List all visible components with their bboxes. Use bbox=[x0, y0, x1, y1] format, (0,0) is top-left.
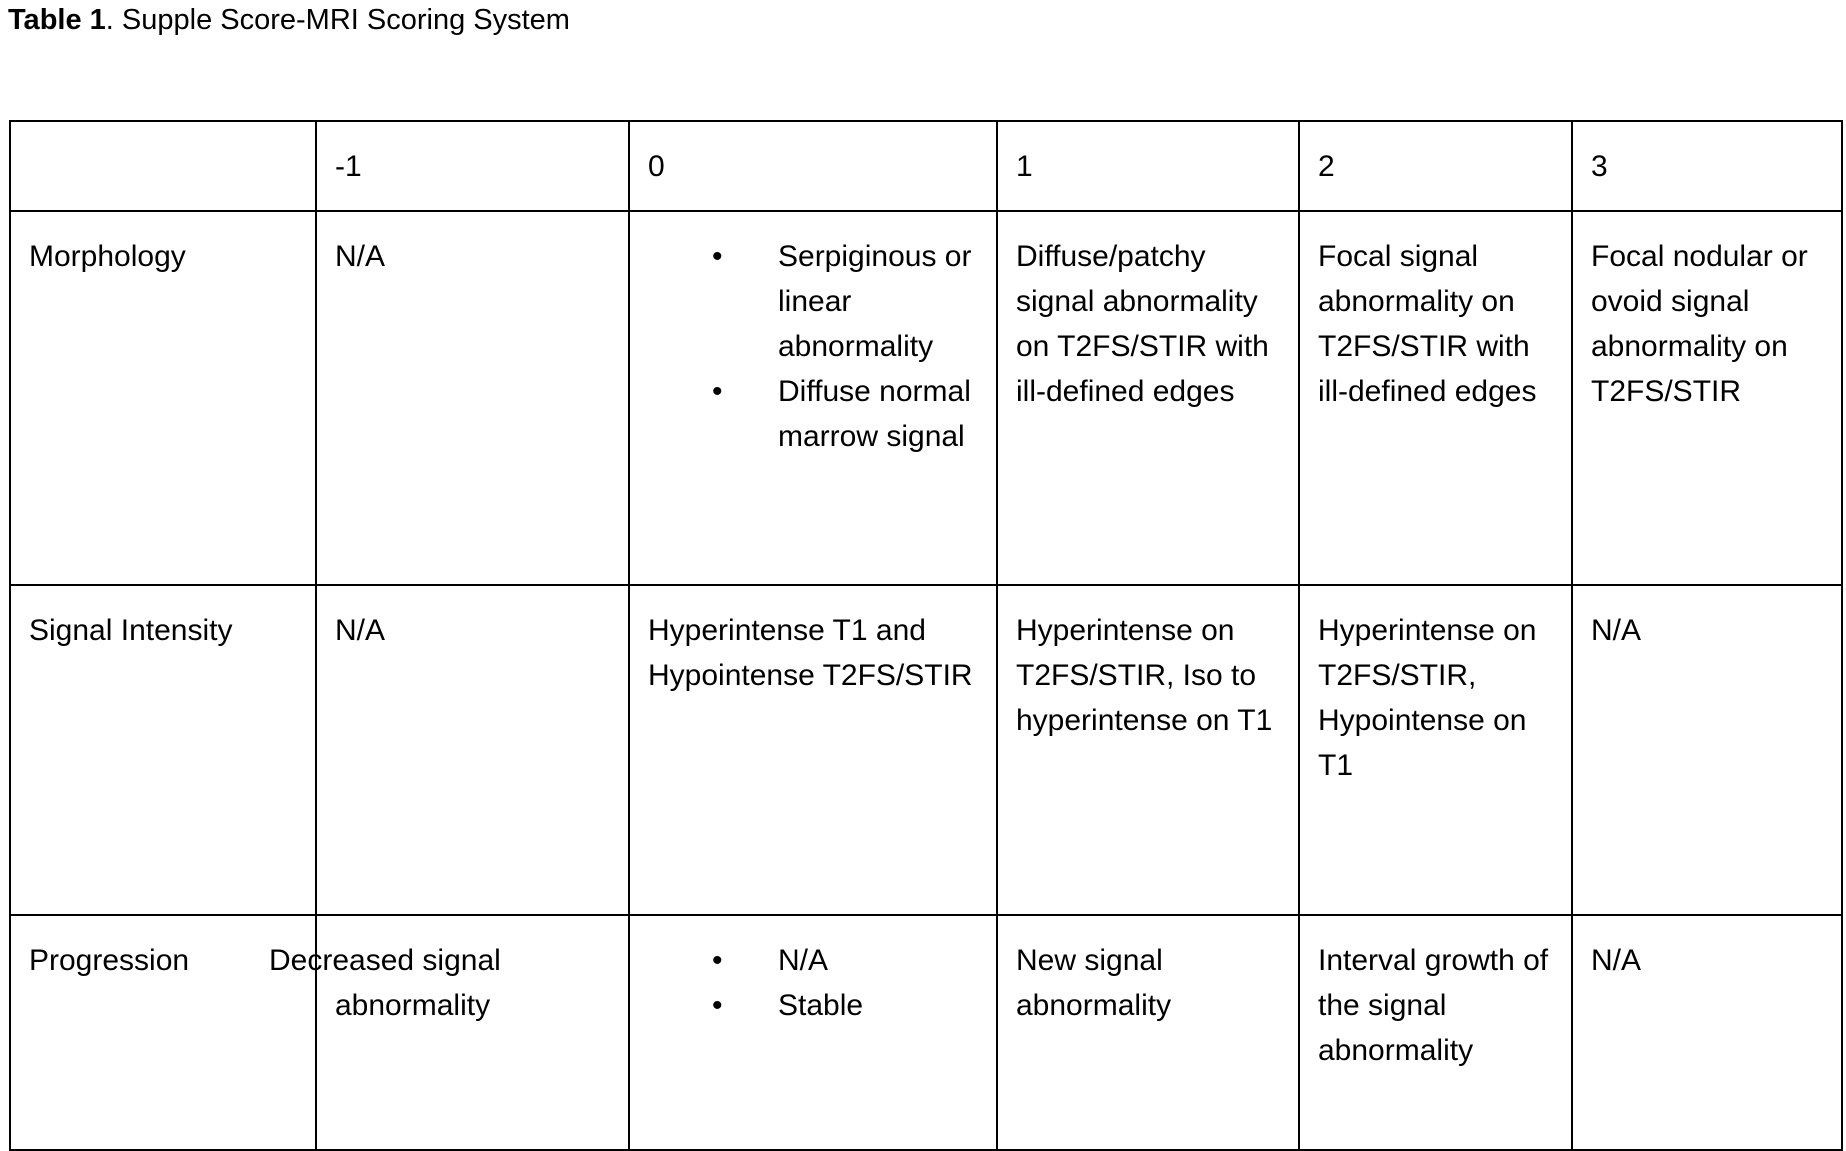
progression-score-1: New signal abnormality bbox=[997, 915, 1299, 1150]
table-row-morphology bbox=[10, 211, 1842, 585]
table-header-row bbox=[10, 121, 1842, 211]
row-label-signal-intensity: Signal Intensity bbox=[10, 585, 316, 915]
caption-title: . Supple Score-MRI Scoring System bbox=[105, 4, 570, 36]
signal-intensity-score-2: Hyperintense on T2FS/STIR, Hypointense on T1 bbox=[1299, 585, 1572, 915]
list-item: • Serpiginous or linear abnormality bbox=[778, 234, 978, 369]
progression-score-0 bbox=[629, 915, 997, 1150]
progression-score-3: N/A bbox=[1572, 915, 1842, 1150]
signal-intensity-score-0: Hyperintense T1 and Hypointense T2FS/STIR bbox=[629, 585, 997, 915]
header-cell-1: 1 bbox=[997, 121, 1299, 211]
table-row-progression bbox=[10, 915, 1842, 1150]
table-caption bbox=[8, 0, 570, 40]
morphology-score-0 bbox=[629, 211, 997, 585]
header-cell-2: 2 bbox=[1299, 121, 1572, 211]
signal-intensity-score-3: N/A bbox=[1572, 585, 1842, 915]
morphology-score-2: Focal signal abnormality on T2FS/STIR with ill-defined edges bbox=[1299, 211, 1572, 585]
signal-intensity-score-minus1: N/A bbox=[316, 585, 629, 915]
header-cell-3: 3 bbox=[1572, 121, 1842, 211]
header-cell-empty bbox=[10, 121, 316, 211]
header-cell-minus1: -1 bbox=[316, 121, 629, 211]
list-item: • Diffuse normal marrow signal bbox=[778, 369, 978, 459]
scoring-table bbox=[9, 120, 1843, 1151]
progression-score-2: Interval growth of the signal abnormality bbox=[1299, 915, 1572, 1150]
table-row-signal-intensity bbox=[10, 585, 1842, 915]
morphology-score-1: Diffuse/patchy signal abnormality on T2FS/STIR with ill-defined edges bbox=[997, 211, 1299, 585]
morphology-score-minus1: N/A bbox=[316, 211, 629, 585]
progression-score-0-list bbox=[648, 938, 978, 1028]
morphology-score-0-list bbox=[648, 234, 978, 459]
list-item: • Stable bbox=[778, 983, 978, 1028]
row-label-progression: Progression bbox=[10, 915, 316, 1150]
header-cell-0: 0 bbox=[629, 121, 997, 211]
signal-intensity-score-1: Hyperintense on T2FS/STIR, Iso to hyperintense on T1 bbox=[997, 585, 1299, 915]
progression-score-minus1: Decreased signal abnormality bbox=[316, 915, 629, 1150]
list-item: • N/A bbox=[778, 938, 978, 983]
row-label-morphology: Morphology bbox=[10, 211, 316, 585]
morphology-score-3: Focal nodular or ovoid signal abnormality on T2FS/STIR bbox=[1572, 211, 1842, 585]
caption-label: Table 1 bbox=[8, 4, 106, 36]
